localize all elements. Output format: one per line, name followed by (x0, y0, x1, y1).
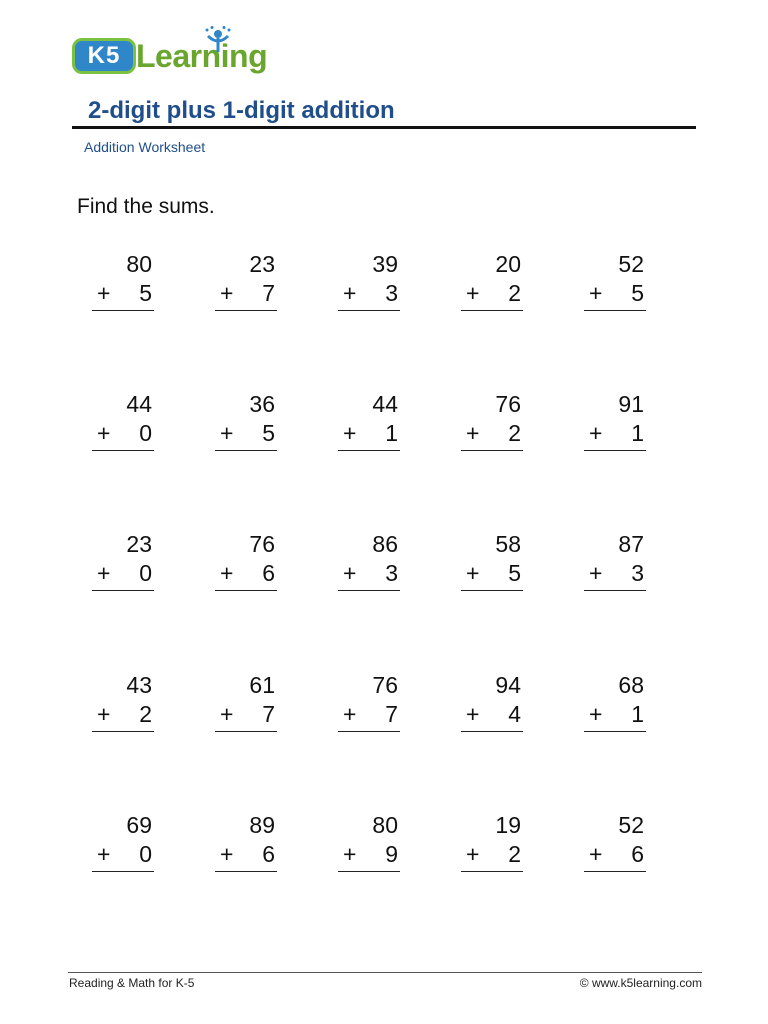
answer-line (461, 590, 523, 591)
answer-line (461, 731, 523, 732)
plus-sign: + (589, 841, 603, 867)
answer-line (92, 871, 154, 872)
plus-sign: + (220, 701, 234, 727)
addend-top: 23 (126, 531, 152, 557)
plus-sign: + (589, 701, 603, 727)
addition-problem (215, 671, 277, 733)
answer-line (461, 310, 523, 311)
addend-bottom: 7 (385, 701, 398, 727)
addend-bottom: 2 (508, 841, 521, 867)
answer-line (338, 310, 400, 311)
addition-problem (92, 390, 154, 452)
answer-line (215, 310, 277, 311)
addition-problem (215, 530, 277, 592)
answer-line (584, 871, 646, 872)
addition-problem (92, 530, 154, 592)
addend-bottom: 1 (631, 701, 644, 727)
answer-line (215, 450, 277, 451)
plus-sign: + (343, 560, 357, 586)
addend-top: 91 (618, 391, 644, 417)
addend-top: 19 (495, 812, 521, 838)
plus-sign: + (343, 701, 357, 727)
plus-sign: + (220, 560, 234, 586)
addition-problem (215, 250, 277, 312)
k5-learning-logo (70, 28, 270, 80)
addend-bottom: 6 (631, 841, 644, 867)
answer-line (338, 871, 400, 872)
answer-line (92, 450, 154, 451)
addition-problem (338, 671, 400, 733)
addition-problem (584, 250, 646, 312)
addend-bottom: 3 (631, 560, 644, 586)
plus-sign: + (97, 560, 111, 586)
title-divider (72, 126, 696, 129)
addition-problem (92, 671, 154, 733)
addend-top: 23 (249, 251, 275, 277)
addend-top: 87 (618, 531, 644, 557)
addition-problem (338, 250, 400, 312)
addend-bottom: 0 (139, 420, 152, 446)
addend-top: 94 (495, 672, 521, 698)
plus-sign: + (466, 701, 480, 727)
addition-problem (584, 811, 646, 873)
addend-top: 86 (372, 531, 398, 557)
addend-top: 43 (126, 672, 152, 698)
addend-top: 52 (618, 251, 644, 277)
logo-wordmark: Learning (136, 38, 268, 74)
addition-problem (92, 811, 154, 873)
addend-bottom: 3 (385, 560, 398, 586)
addend-bottom: 5 (139, 280, 152, 306)
logo-figure-icon (198, 26, 238, 56)
plus-sign: + (97, 701, 111, 727)
plus-sign: + (97, 280, 111, 306)
addend-bottom: 5 (508, 560, 521, 586)
plus-sign: + (343, 841, 357, 867)
addend-top: 76 (249, 531, 275, 557)
addend-top: 61 (249, 672, 275, 698)
plus-sign: + (97, 420, 111, 446)
addend-top: 20 (495, 251, 521, 277)
answer-line (215, 590, 277, 591)
answer-line (584, 590, 646, 591)
addend-bottom: 1 (631, 420, 644, 446)
plus-sign: + (589, 420, 603, 446)
addend-bottom: 4 (508, 701, 521, 727)
answer-line (338, 590, 400, 591)
plus-sign: + (589, 280, 603, 306)
addend-bottom: 2 (139, 701, 152, 727)
plus-sign: + (466, 841, 480, 867)
addend-bottom: 3 (385, 280, 398, 306)
addend-bottom: 6 (262, 560, 275, 586)
footer-tagline: Reading & Math for K-5 (69, 976, 195, 990)
plus-sign: + (343, 280, 357, 306)
worksheet-subtitle: Addition Worksheet (84, 139, 206, 155)
footer-divider (68, 972, 702, 973)
addition-problem (461, 530, 523, 592)
plus-sign: + (343, 420, 357, 446)
addend-bottom: 1 (385, 420, 398, 446)
addend-bottom: 5 (631, 280, 644, 306)
addend-top: 44 (126, 391, 152, 417)
addend-bottom: 0 (139, 560, 152, 586)
addend-top: 76 (495, 391, 521, 417)
worksheet-title: 2-digit plus 1-digit addition (88, 97, 395, 124)
addend-bottom: 0 (139, 841, 152, 867)
answer-line (215, 871, 277, 872)
instructions: Find the sums. (77, 195, 215, 218)
plus-sign: + (97, 841, 111, 867)
addend-top: 69 (126, 812, 152, 838)
addition-problem (461, 671, 523, 733)
logo-k5-badge: K5 (72, 38, 136, 74)
plus-sign: + (466, 280, 480, 306)
answer-line (215, 731, 277, 732)
addend-bottom: 9 (385, 841, 398, 867)
addend-top: 68 (618, 672, 644, 698)
addition-problem (584, 530, 646, 592)
addition-problem (92, 250, 154, 312)
addition-problem (338, 811, 400, 873)
addend-bottom: 6 (262, 841, 275, 867)
answer-line (92, 310, 154, 311)
plus-sign: + (220, 280, 234, 306)
plus-sign: + (589, 560, 603, 586)
addition-problem (584, 390, 646, 452)
answer-line (584, 731, 646, 732)
addend-top: 58 (495, 531, 521, 557)
footer-website: © www.k5learning.com (579, 976, 702, 990)
addend-bottom: 2 (508, 420, 521, 446)
addend-top: 36 (249, 391, 275, 417)
addend-top: 89 (249, 812, 275, 838)
answer-line (584, 310, 646, 311)
addend-top: 52 (618, 812, 644, 838)
addition-problem (461, 811, 523, 873)
answer-line (338, 731, 400, 732)
addend-top: 80 (126, 251, 152, 277)
answer-line (461, 871, 523, 872)
addition-problem (338, 530, 400, 592)
addend-bottom: 5 (262, 420, 275, 446)
addition-problem (461, 390, 523, 452)
addition-problem (215, 390, 277, 452)
addition-problem (461, 250, 523, 312)
answer-line (92, 731, 154, 732)
addend-top: 44 (372, 391, 398, 417)
addition-problem (338, 390, 400, 452)
addend-bottom: 7 (262, 280, 275, 306)
addend-top: 39 (372, 251, 398, 277)
plus-sign: + (466, 420, 480, 446)
addition-problem (215, 811, 277, 873)
answer-line (584, 450, 646, 451)
plus-sign: + (220, 841, 234, 867)
plus-sign: + (466, 560, 480, 586)
answer-line (338, 450, 400, 451)
addend-bottom: 2 (508, 280, 521, 306)
plus-sign: + (220, 420, 234, 446)
addend-top: 76 (372, 672, 398, 698)
addend-bottom: 7 (262, 701, 275, 727)
answer-line (461, 450, 523, 451)
addend-top: 80 (372, 812, 398, 838)
addition-problem (584, 671, 646, 733)
answer-line (92, 590, 154, 591)
